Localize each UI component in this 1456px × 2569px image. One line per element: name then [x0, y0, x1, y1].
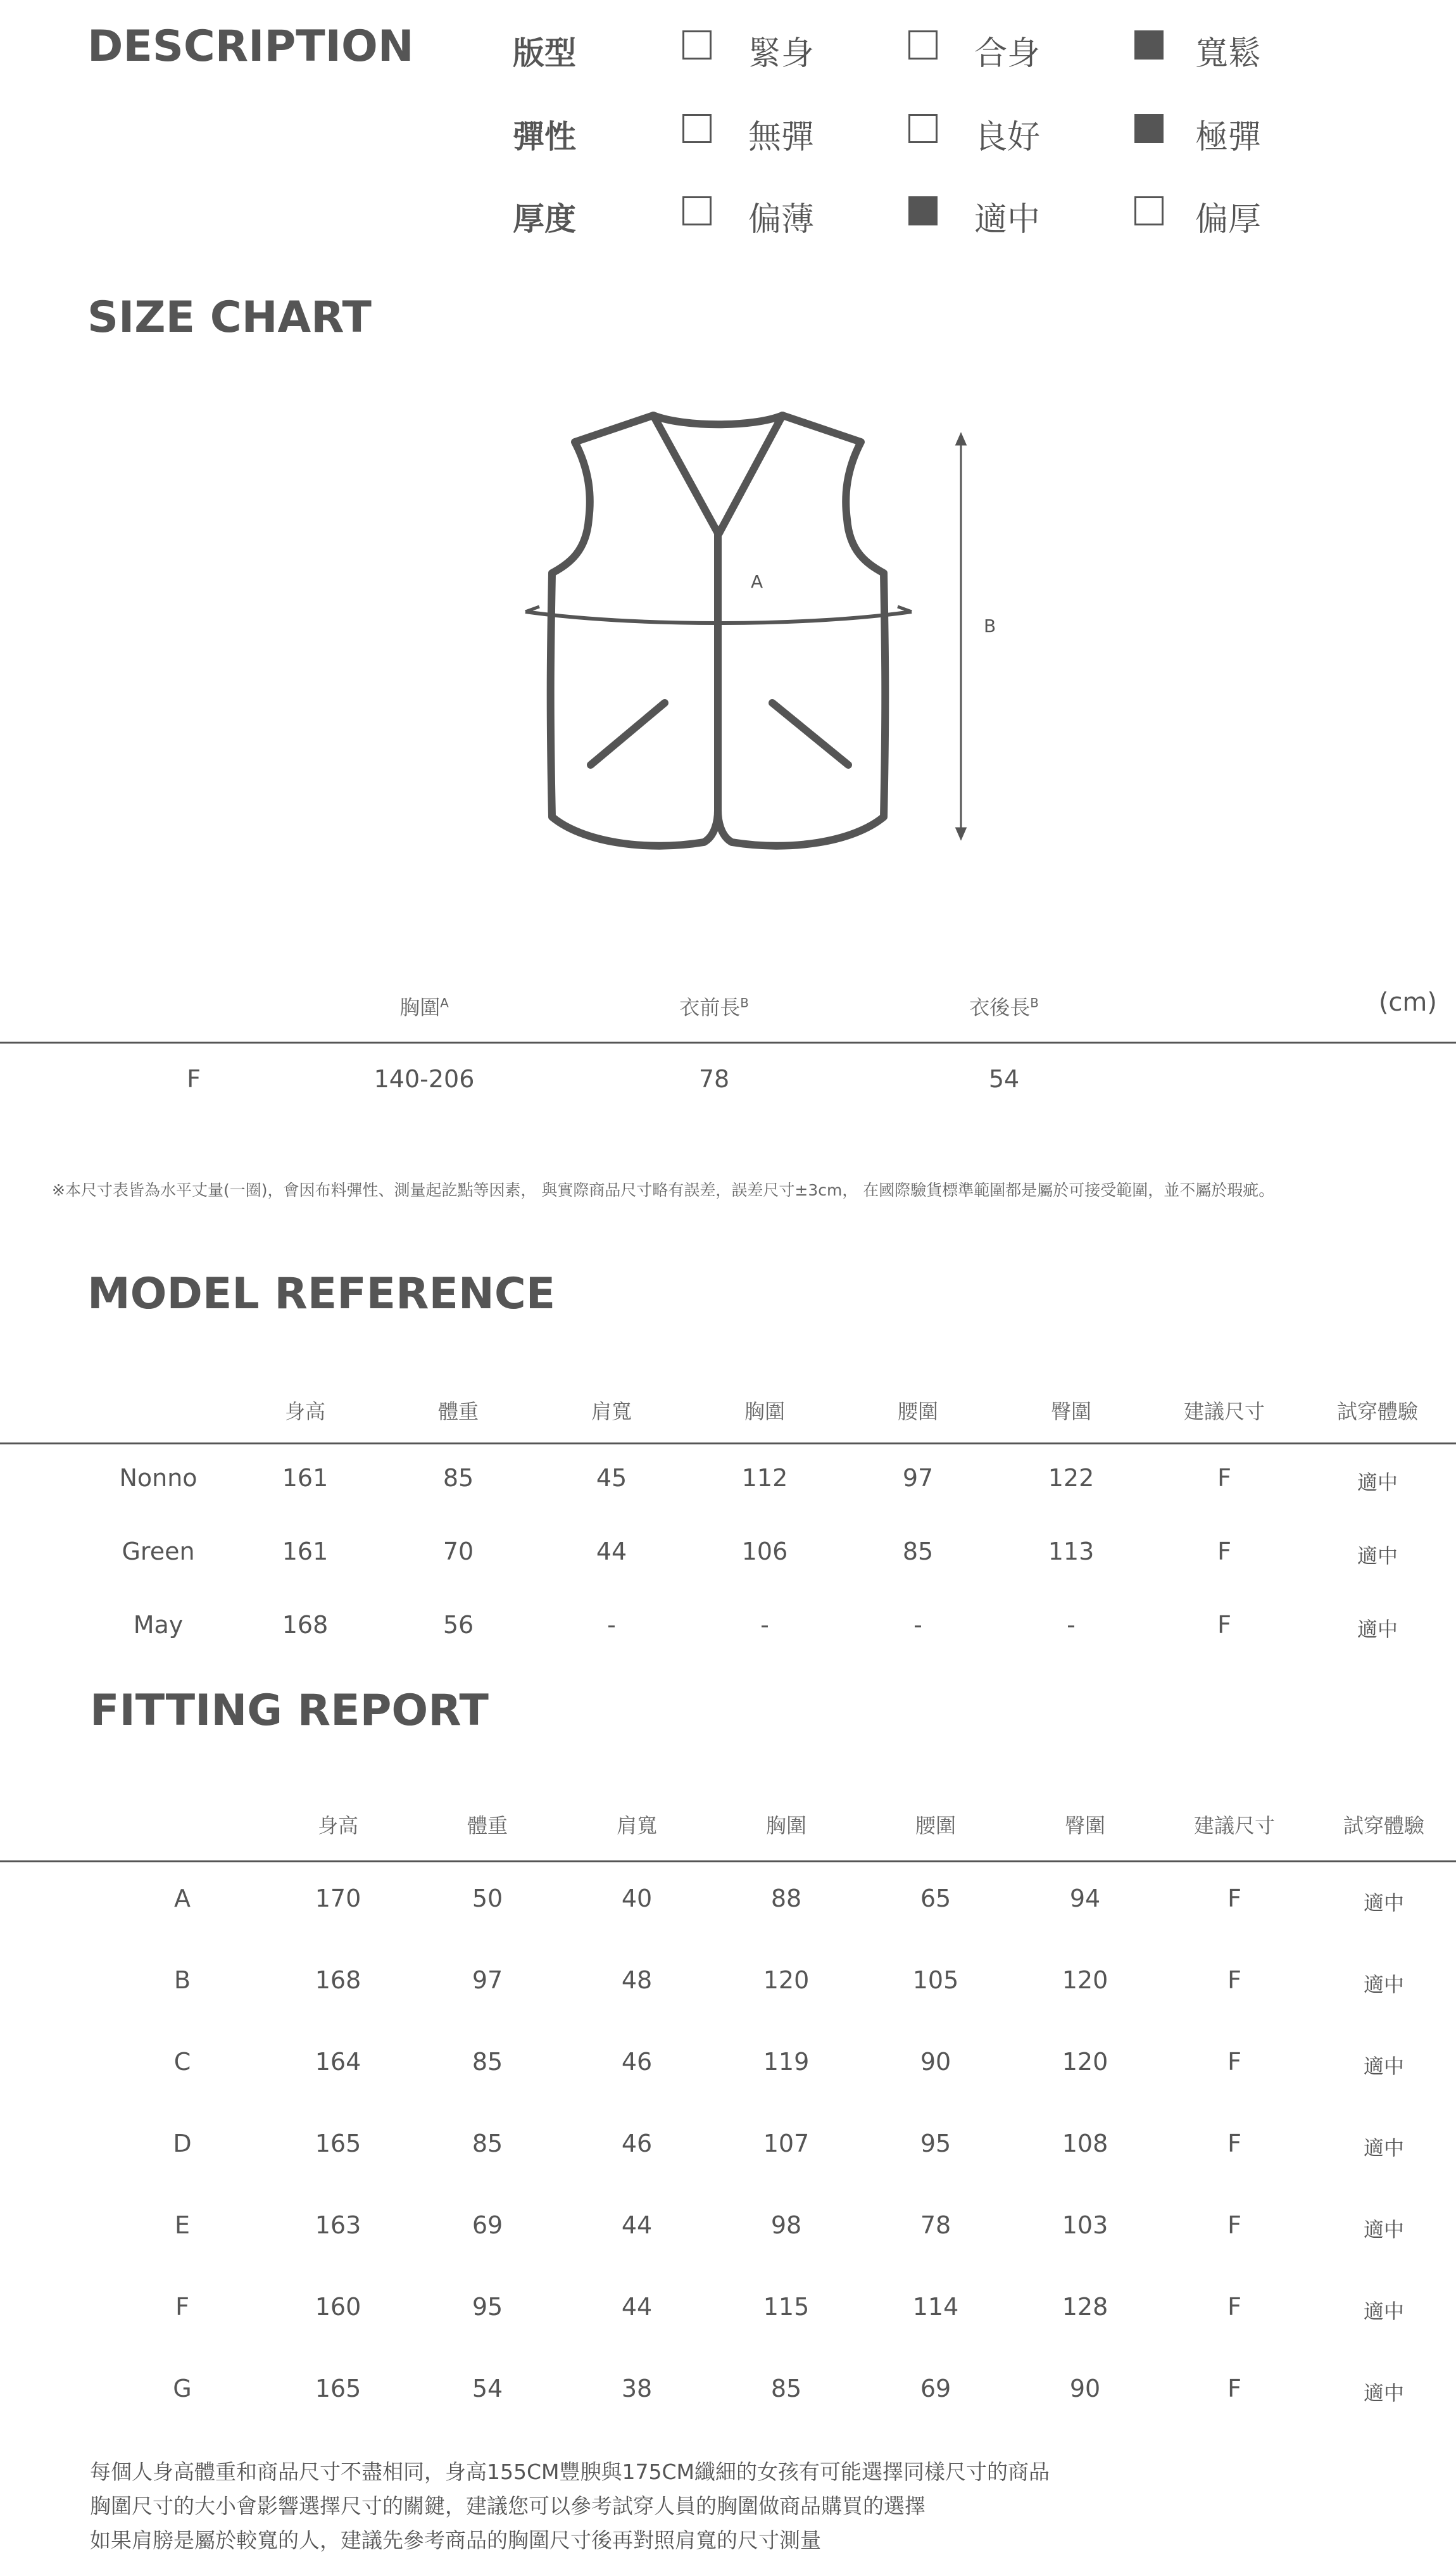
size-table-divider [0, 1042, 1456, 1044]
size-cell: F [187, 1065, 201, 1093]
table-header: 建議尺寸 [1183, 1399, 1265, 1423]
table-cell: 170 [315, 1884, 361, 1912]
table-cell: 88 [770, 1884, 802, 1912]
table-cell: 65 [920, 1884, 951, 1912]
table-cell: 50 [472, 1884, 503, 1912]
size-unit: (cm) [1378, 988, 1437, 1017]
checkbox-checked [1134, 114, 1164, 143]
option-label: 緊身 [748, 35, 815, 73]
table-cell: 適中 [1363, 1891, 1405, 1915]
table-cell: 44 [596, 1537, 627, 1565]
footer-note-3: 如果肩膀是屬於較寬的人，建議先參考商品的胸圍尺寸後再對照肩寬的尺寸測量 [90, 2528, 821, 2553]
table-header: 體重 [437, 1399, 479, 1423]
table-cell: 56 [442, 1611, 474, 1639]
size-header-back-length: 衣後長$^B$ [969, 995, 1039, 1019]
table-cell: 46 [621, 2048, 653, 2076]
option-label: 良好 [974, 118, 1041, 156]
table-cell: 適中 [1363, 2054, 1405, 2078]
table-cell: 165 [315, 2375, 361, 2402]
table-cell: F [1227, 2211, 1241, 2239]
size-cell: 78 [698, 1065, 730, 1093]
checkbox-unchecked [682, 196, 712, 225]
checkbox-unchecked [682, 30, 712, 60]
table-cell: 114 [912, 2293, 959, 2321]
size-chart-note: ※本尺寸表皆為水平丈量(一圈)，會因布料彈性、測量起訖點等因素， 與實際商品尺寸略有誤差，誤差尺寸±3cm， 在國際驗貨標準範圍都是屬於可接受範圍，並不屬於瑕疵。 [52, 1181, 1275, 1199]
vest-left-panel [551, 415, 718, 846]
table-header: 腰圍 [915, 1814, 957, 1838]
table-cell: 120 [1062, 2048, 1108, 2076]
table-cell: F [1227, 2293, 1241, 2321]
table-cell: 95 [920, 2130, 951, 2157]
table-cell: 40 [621, 1884, 653, 1912]
checkbox-unchecked [908, 114, 938, 143]
table-header: 胸圍 [765, 1814, 807, 1838]
description-row-thickness [513, 194, 1399, 244]
table-cell: D [173, 2130, 192, 2157]
size-cell: 54 [988, 1065, 1020, 1093]
table-cell: May [133, 1611, 184, 1639]
table-cell: - [760, 1611, 769, 1639]
table-cell: 165 [315, 2130, 361, 2157]
table-cell: 113 [1048, 1537, 1095, 1565]
table-cell: Nonno [119, 1464, 198, 1492]
table-cell: 44 [621, 2293, 653, 2321]
table-header: 肩寬 [591, 1399, 632, 1423]
option-label: 無彈 [748, 118, 815, 156]
vest-right-neckline [719, 415, 782, 533]
table-cell: - [913, 1611, 922, 1639]
checkbox-unchecked [908, 30, 938, 60]
table-cell: 105 [912, 1966, 959, 1994]
table-cell: 122 [1048, 1464, 1095, 1492]
table-cell: F [1217, 1537, 1231, 1565]
table-cell: 46 [621, 2130, 653, 2157]
table-cell: 適中 [1357, 1617, 1398, 1641]
fitting-report-title: FITTING REPORT [90, 1686, 489, 1736]
option-label: 寬鬆 [1195, 35, 1262, 73]
table-cell: 48 [621, 1966, 653, 1994]
vest-right-pocket [772, 703, 848, 765]
table-cell: 160 [315, 2293, 361, 2321]
table-cell: 115 [763, 2293, 810, 2321]
table-header: 身高 [284, 1399, 326, 1423]
size-chart-title: SIZE CHART [87, 293, 372, 343]
vest-left-pocket [591, 703, 665, 765]
table-header: 胸圍 [744, 1399, 786, 1423]
description-title: DESCRIPTION [87, 22, 414, 72]
model-reference-title: MODEL REFERENCE [87, 1269, 556, 1319]
table-cell: 85 [770, 2375, 802, 2402]
table-cell: 106 [741, 1537, 788, 1565]
table-cell: 69 [920, 2375, 951, 2402]
table-header: 身高 [317, 1814, 359, 1838]
table-cell: F [175, 2293, 189, 2321]
table-cell: 適中 [1357, 1544, 1398, 1568]
table-cell: 98 [770, 2211, 802, 2239]
table-cell: 108 [1062, 2130, 1108, 2157]
table-cell: F [1227, 1966, 1241, 1994]
table-header: 臀圍 [1050, 1399, 1092, 1423]
size-header-front-length: 衣前長$^B$ [679, 995, 749, 1019]
table-cell: 適中 [1363, 2218, 1405, 2242]
option-label: 偏薄 [748, 201, 815, 239]
description-row-label: 彈性 [513, 118, 576, 155]
table-cell: 120 [763, 1966, 810, 1994]
table-cell: F [1217, 1464, 1231, 1492]
table-cell: 107 [763, 2130, 810, 2157]
table-cell: 168 [282, 1611, 329, 1639]
table-cell: G [173, 2375, 192, 2402]
table-cell: C [173, 2048, 191, 2076]
table-cell: 54 [472, 2375, 503, 2402]
table-cell: 70 [442, 1537, 474, 1565]
checkbox-checked [1134, 30, 1164, 60]
table-cell: 適中 [1363, 2299, 1405, 2323]
table-header: 臀圍 [1064, 1814, 1106, 1838]
table-cell: 85 [442, 1464, 474, 1492]
table-cell: - [1067, 1611, 1076, 1639]
table-cell: 97 [902, 1464, 934, 1492]
footer-note-1: 每個人身高體重和商品尺寸不盡相同，身高155CM豐腴與175CM纖細的女孩有可能選擇同樣尺寸的商品 [90, 2459, 1050, 2484]
size-header-chest: 胸圍$^A$ [399, 995, 449, 1019]
table-cell: A [174, 1884, 191, 1912]
table-cell: 103 [1062, 2211, 1108, 2239]
table-cell: 128 [1062, 2293, 1108, 2321]
table-cell: 適中 [1363, 1973, 1405, 1997]
table-cell: F [1227, 1884, 1241, 1912]
table-cell: 119 [763, 2048, 810, 2076]
description-row-fit [513, 28, 1399, 79]
table-cell: 44 [621, 2211, 653, 2239]
description-row-label: 版型 [513, 35, 576, 72]
description-row-elasticity [513, 111, 1399, 162]
table-cell: 164 [315, 2048, 361, 2076]
checkbox-unchecked [682, 114, 712, 143]
table-cell: 120 [1062, 1966, 1108, 1994]
table-cell: F [1227, 2375, 1241, 2402]
table-cell: Green [122, 1537, 195, 1565]
option-label: 偏厚 [1195, 201, 1262, 239]
table-header: 試穿體驗 [1343, 1814, 1425, 1838]
vest-diagram [506, 399, 1013, 855]
table-cell: 78 [920, 2211, 951, 2239]
table-cell: 168 [315, 1966, 361, 1994]
table-cell: 90 [920, 2048, 951, 2076]
vest-back-neckline [653, 415, 782, 424]
table-header: 建議尺寸 [1193, 1814, 1276, 1838]
checkbox-unchecked [1134, 196, 1164, 225]
table-header: 肩寬 [616, 1814, 658, 1838]
checkbox-checked [908, 196, 938, 225]
table-cell: 適中 [1357, 1470, 1398, 1494]
table-header: 試穿體驗 [1336, 1399, 1419, 1423]
table-header: 體重 [467, 1814, 508, 1838]
vest-right-panel [718, 415, 885, 846]
table-cell: 38 [621, 2375, 653, 2402]
table-cell: 適中 [1363, 2381, 1405, 2405]
table-cell: 112 [741, 1464, 788, 1492]
table-cell: 94 [1069, 1884, 1101, 1912]
table-cell: 161 [282, 1464, 329, 1492]
label-b: B [984, 615, 996, 636]
table-cell: - [607, 1611, 616, 1639]
footer-note-2: 胸圍尺寸的大小會影響選擇尺寸的關鍵，建議您可以參考試穿人員的胸圍做商品購買的選擇 [90, 2494, 926, 2518]
table-cell: 163 [315, 2211, 361, 2239]
table-divider [0, 1860, 1456, 1862]
table-cell: F [1217, 1611, 1231, 1639]
table-cell: 90 [1069, 2375, 1101, 2402]
table-cell: 85 [472, 2048, 503, 2076]
label-a: A [751, 571, 763, 592]
option-label: 合身 [974, 35, 1041, 73]
table-cell: 161 [282, 1537, 329, 1565]
table-cell: 85 [472, 2130, 503, 2157]
option-label: 適中 [974, 201, 1041, 239]
table-cell: 85 [902, 1537, 934, 1565]
table-cell: E [174, 2211, 191, 2239]
table-cell: B [173, 1966, 191, 1994]
table-cell: 69 [472, 2211, 503, 2239]
description-row-label: 厚度 [513, 201, 576, 237]
option-label: 極彈 [1195, 118, 1262, 156]
table-cell: F [1227, 2130, 1241, 2157]
table-cell: F [1227, 2048, 1241, 2076]
table-divider [0, 1442, 1456, 1444]
length-measure-arrow [957, 434, 965, 838]
table-cell: 45 [596, 1464, 627, 1492]
table-cell: 95 [472, 2293, 503, 2321]
table-cell: 適中 [1363, 2136, 1405, 2160]
size-cell: 140-206 [373, 1065, 475, 1093]
table-header: 腰圍 [897, 1399, 939, 1423]
table-cell: 97 [472, 1966, 503, 1994]
